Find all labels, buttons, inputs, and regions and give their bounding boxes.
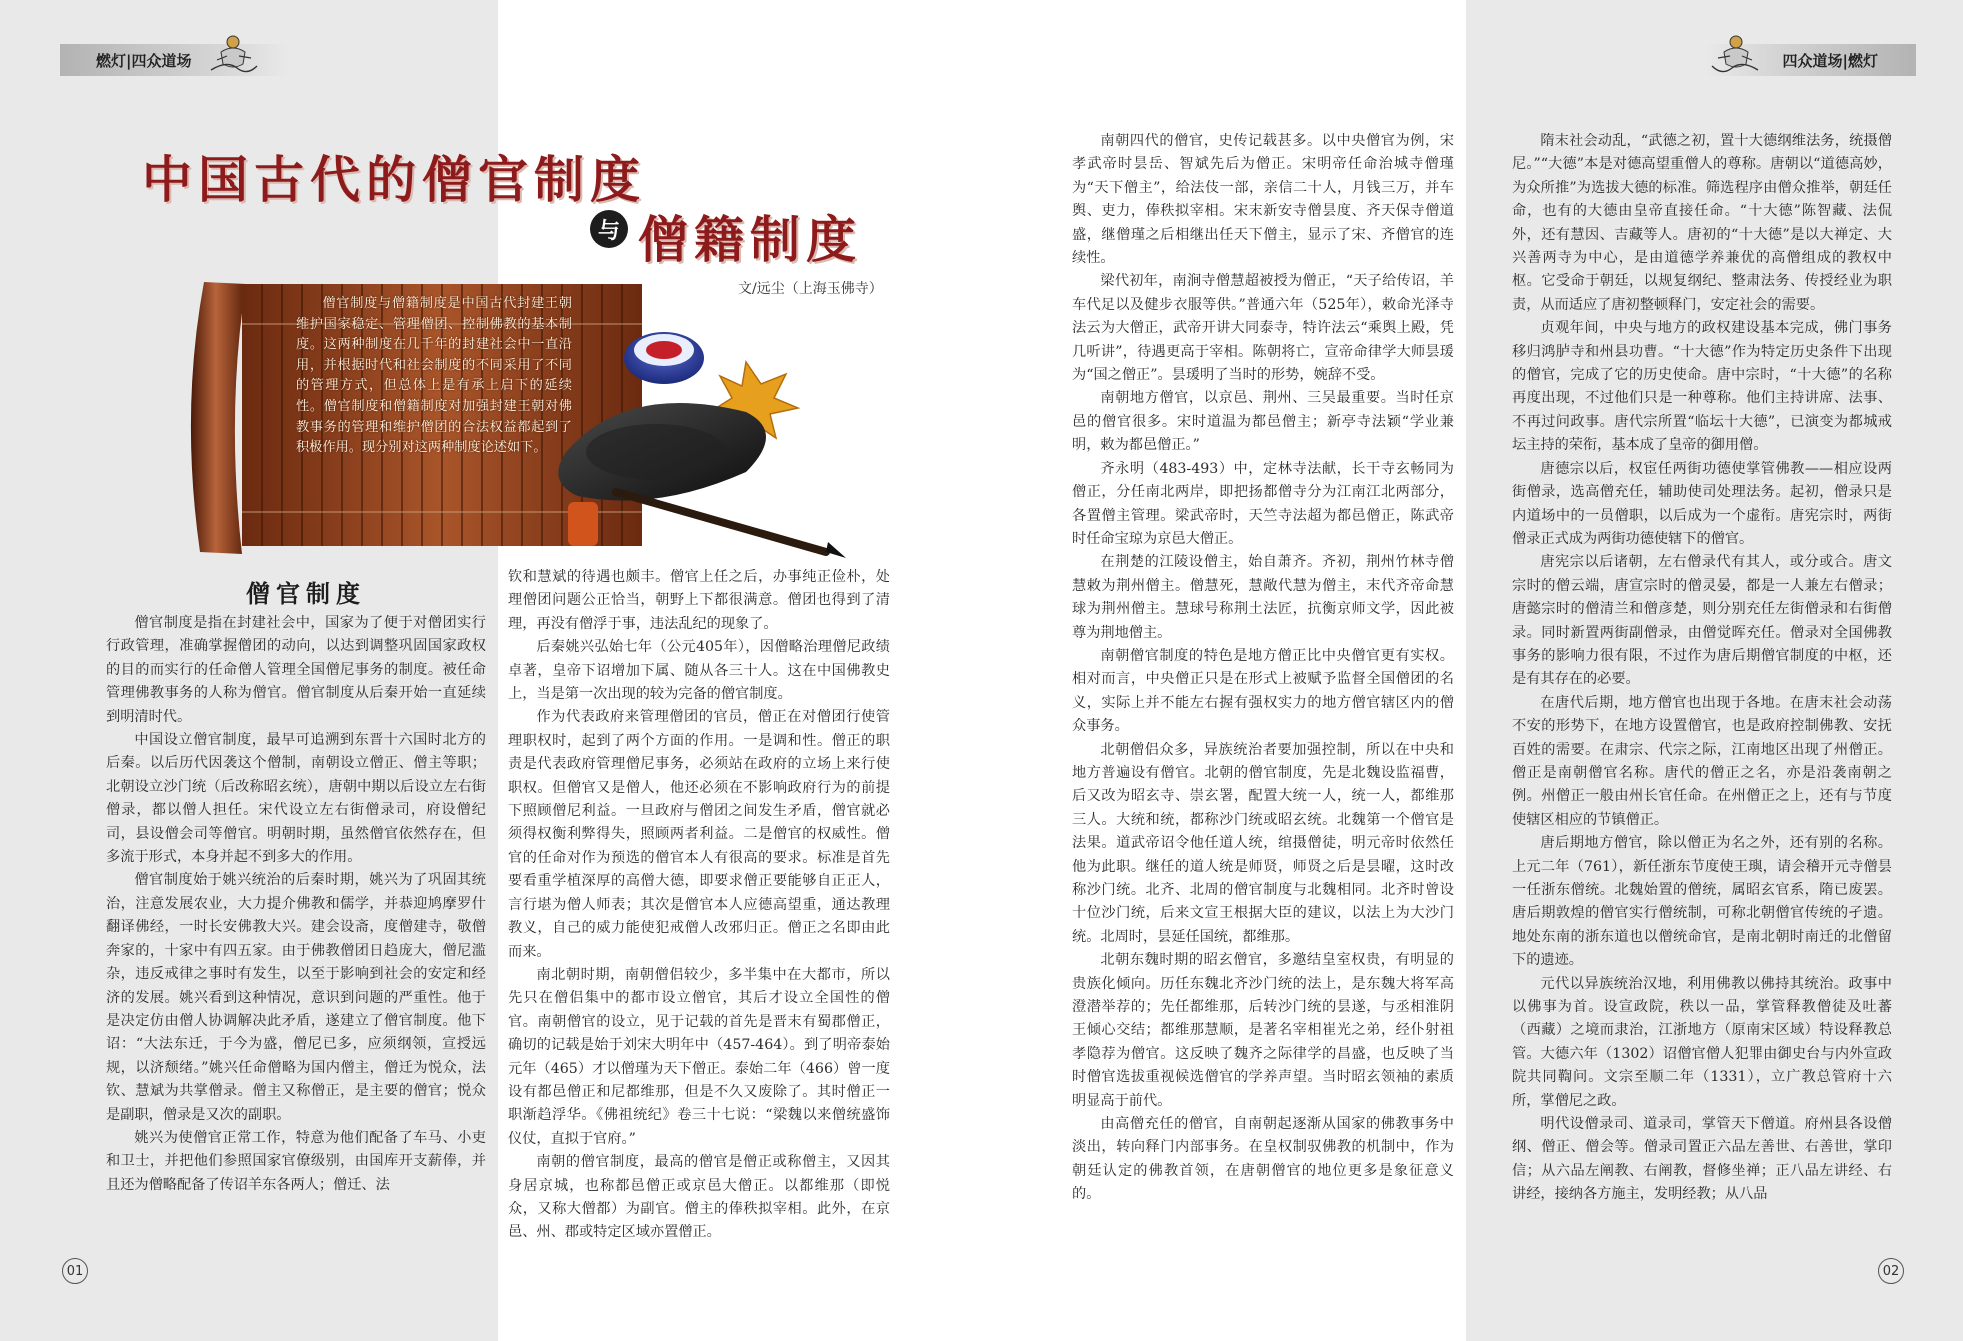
article-title-line1: 中国古代的僧官制度 xyxy=(142,150,646,209)
left-header-label: 燃灯|四众道场 xyxy=(96,51,192,70)
body-paragraph: 贞观年间，中央与地方的政权建设基本完成，佛门事务移归鸿胪寺和州县功曹。“十大德”作为特定历史条件下出现的僧官，完成了它的历史使命。唐中宗时，“十大德”的名称再度出现，不过他们只是一种尊称。他们主持讲席、法事、不再过问政事。唐代宗所置“临坛十大德”，已演变为都城戒坛主持的荣衔，基本成了皇帝的御用僧。 xyxy=(1512,320,1892,454)
body-paragraph: 南朝四代的僧官，史传记载甚多。以中央僧官为例，宋孝武帝时昙岳、智斌先后为僧正。宋明帝任命治城寺僧瑾为“天下僧主”，给法伎一部，亲信二十人，月钱三万，并车舆、吏力，俸秩拟宰相。宋末新安寺僧昙度、齐天保寺僧道盛，继僧瑾之后相继出任天下僧主，显示了宋、齐僧官的连续性。 xyxy=(1072,133,1454,267)
body-paragraph: 南朝僧官制度的特色是地方僧正比中央僧官更有实权。相对而言，中央僧正只是在形式上被赋予监督全国僧团的名义，实际上并不能左右握有强权实力的地方僧官辖区内的僧众事务。 xyxy=(1072,647,1454,735)
body-paragraph: 唐德宗以后，权宦任两街功德使掌管佛教——相应设两街僧录，选高僧充任，辅助使司处理法务。起初，僧录只是内道场中的一员僧职，以后成为一个虚衔。唐宪宗时，两街僧录正式成为两街功德使辖下的僧官。 xyxy=(1512,460,1892,547)
body-paragraph: 由高僧充任的僧官，自南朝起逐渐从国家的佛教事务中淡出，转向释门内部事务。在皇权制驭佛教的机制中，作为朝廷认定的佛教首领，在唐朝僧官的地位更多是象征意义的。 xyxy=(1072,1116,1454,1203)
body-paragraph: 南朝地方僧官，以京邑、荆州、三吴最重要。当时任京邑的僧官很多。宋时道温为都邑僧主；新亭寺法颖“学业兼明，敕为都邑僧正。” xyxy=(1072,390,1454,454)
right-header-label: 四众道场|燃灯 xyxy=(1782,51,1878,70)
body-paragraph: 明代设僧录司、道录司，掌管天下僧道。府州县各设僧纲、僧正、僧会等。僧录司置正六品左善世、右善世，掌印信；从六品左阐教、右阐教，督修坐禅；正八品左讲经、右讲经，接纳各方施主，发明经教；从八品 xyxy=(1512,1116,1892,1203)
body-column-2 xyxy=(508,566,890,1245)
body-paragraph: 唐后期地方僧官，除以僧正为名之外，还有别的名称。上元二年（761），新任浙东节度使王璵，请会稽开元寺僧昙一任浙东僧统。北魏始置的僧统，属昭玄官系，隋已废罢。唐后期敦煌的僧官实行僧统制，可称北朝僧官传统的孑遗。地处东南的浙东道也以僧统命官，是南北朝时南迁的北僧留下的遗迹。 xyxy=(1512,835,1892,969)
body-paragraph: 隋末社会动乱，“武德之初，置十大德纲维法务，统摄僧尼。”“大德”本是对德高望重僧人的尊称。唐朝以“道德高妙，为众所推”为选拔大德的标准。筛选程序由僧众推举，朝廷任命，也有的大德由皇帝直接任命。“十大德”陈智藏、法侃外，还有慧因、吉藏等人。唐初的“十大德”是以大禅定、大兴善两寺为中心，是由道德学养兼优的高僧组成的教权中枢。它受命于朝廷，以规复纲纪、整肃法务、传授经业为职责，从而适应了唐初整顿释门，安定社会的需要。 xyxy=(1512,133,1892,313)
intro-text: 僧官制度与僧籍制度是中国古代封建王朝维护国家稳定、管理僧团、控制佛教的基本制度。这两种制度在几千年的封建社会中一直沿用，并根据时代和社会制度的不同采用了不同的管理方式，但总体上是有承上启下的延续性。僧官制度和僧籍制度对加强封建王朝对佛教事务的管理和维护僧团的合法权益都起到了积极作用。现分别对这两种制度论述如下。 xyxy=(296,296,572,456)
body-paragraph: 僧官制度是指在封建社会中，国家为了便于对僧团实行行政管理，准确掌握僧团的动向，以达到调整巩固国家政权的目的而实行的任命僧人管理全国僧尼事务的制度。被任命管理佛教事务的人称为僧官。僧官制度从后秦开始一直延续到明清时代。 xyxy=(106,615,486,725)
body-paragraph: 梁代初年，南涧寺僧慧超被授为僧正，“天子给传诏，羊车代足以及健步衣服等供。”普通六年（525年），敕命光泽寺法云为大僧正，武帝开讲大同泰寺，特许法云“乘舆上殿，凭几听讲”，待遇更高于宰相。陈朝将亡，宣帝命律学大师昙瑗为“国之僧正”。昙瑗明了当时的形势，婉辞不受。 xyxy=(1072,273,1454,384)
body-paragraph: 南北朝时期，南朝僧侣较少，多半集中在大都市，所以先只在僧侣集中的都市设立僧官，其后才设立全国性的僧官。南朝僧官的设立，见于记载的首先是晋末有蜀郡僧正，确切的记载是始于刘宋大明年中（457-464）。到了明帝泰始元年（465）才以僧瑾为天下僧正。泰始二年（466）曾一度设有都邑僧正和尼都维那，但是不久又废除了。其时僧正一职渐趋浮华。《佛祖统纪》卷三十七说：“梁魏以来僧统盛饰仪仗，直拟于官府。” xyxy=(508,966,890,1147)
body-paragraph: 姚兴为使僧官正常工作，特意为他们配备了车马、小吏和卫士，并把他们参照国家官僚级别，由国库开支薪俸，并且还为僧略配备了传诏羊东各两人；僧迁、法 xyxy=(106,1129,486,1193)
section-heading: 僧官制度 xyxy=(246,579,366,608)
body-paragraph: 僧官制度始于姚兴统治的后秦时期，姚兴为了巩固其统治，注意发展农业，大力提介佛教和儒学，并恭迎鸠摩罗什翻译佛经，一时长安佛教大兴。建会设斋，度僧建寺，敬僧奔家的，十家中有四五家。由于佛教僧团日趋庞大，僧尼滥杂，违反戒律之事时有发生，以至于影响到社会的安定和经济的发展。姚兴看到这种情况，意识到问题的严重性。他于是决定仿由僧人协调解决此矛盾，遂建立了僧官制度。他下诏：“大法东迁，于今为盛，僧尼已多，应须纲领，宣授远规，以济颓绪。”姚兴任命僧略为国内僧主，僧迁为悦众，法钦、慧斌为共掌僧录。僧主又称僧正，是主要的僧官；悦众是副职，僧录是又次的副职。 xyxy=(106,872,486,1123)
body-paragraph: 北朝东魏时期的昭玄僧官，多邀结皇室权贵，有明显的贵族化倾向。历任东魏北齐沙门统的法上，是东魏大将军高澄潜举荐的；先任都维那，后转沙门统的昙遂，与丞相淮阴王倾心交结；都维那慧顺，是著名宰相崔光之弟，经仆射祖孝隐荐为僧官。这反映了魏齐之际律学的昌盛，也反映了当时僧官选拔重视候选僧官的学养声望。当时昭玄领袖的素质明显高于前代。 xyxy=(1072,952,1454,1109)
body-paragraph: 南朝的僧官制度，最高的僧官是僧正或称僧主，又因其身居京城，也称都邑僧正或京邑大僧正。以都维那（即悦众，又称大僧都）为副官。僧主的俸秩拟宰相。此外，在京邑、州、郡或特定区域亦置僧正。 xyxy=(508,1154,890,1241)
body-paragraph: 齐永明（483-493）中，定林寺法献，长干寺玄畅同为僧正，分任南北两岸，即把扬都僧寺分为江南江北两部分，各置僧主管理。梁武帝时，天竺寺法超为都邑僧正，陈武帝时任命宝琼为京邑大僧正。 xyxy=(1072,460,1454,547)
body-column-1 xyxy=(106,612,486,1197)
body-paragraph: 在荆楚的江陵设僧主，始自萧齐。齐初，荆州竹林寺僧慧敕为荆州僧主。僧慧死，慧敞代慧为僧主，末代齐帝命慧球为荆州僧主。慧球号称荆土法匠，抗衡京师文学，因此被尊为荆地僧主。 xyxy=(1072,554,1454,641)
author-byline: 文/远尘（上海玉佛寺） xyxy=(738,281,883,297)
body-paragraph: 北朝僧侣众多，异族统治者要加强控制，所以在中央和地方普遍设有僧官。北朝的僧官制度，先是北魏设监福曹，后又改为昭玄寺、崇玄署，配置大统一人，统一人，都维那三人。大统和统，都称沙门统或昭玄统。北魏第一个僧官是法果。道武帝诏令他任道人统，绾摄僧徒，明元帝时依然任他为此职。继任的道人统是师贤，师贤之后是昙曜，这时改称沙门统。北齐、北周的僧官制度与北魏相同。北齐时曾设十位沙门统，后来文宣王根据大臣的建议，以法上为大沙门统。北周时，昙延任国统，都维那。 xyxy=(1072,741,1454,945)
body-paragraph: 后秦姚兴弘始七年（公元405年），因僧略治理僧尼政绩卓著，皇帝下诏增加下属、随从各三十人。这在中国佛教史上，当是第一次出现的较为完备的僧官制度。 xyxy=(508,639,890,703)
body-column-4 xyxy=(1512,130,1892,1207)
body-paragraph: 钦和慧斌的待遇也颇丰。僧官上任之后，办事纯正俭朴，处理僧团问题公正恰当，朝野上下都很满意。僧团也得到了清理，再没有僧浮于事，违法乱纪的现象了。 xyxy=(508,569,890,632)
flying-apsara-icon xyxy=(207,30,259,78)
body-paragraph: 作为代表政府来管理僧团的官员，僧正在对僧团行使管理职权时，起到了两个方面的作用。一是调和性。僧正的职责是代表政府管理僧尼事务，必须站在政府的立场上来行使职权。但僧官又是僧人，他还必须在不影响政府行为的前提下照顾僧尼利益。一旦政府与僧团之间发生矛盾，僧官就必须得权衡利弊得失，照顾两者利益。二是僧官的权威性。僧官的任命对作为预选的僧官本人有很高的要求。标准是首先要看重学植深厚的高僧大德，即要求僧正要能够自正正人，言行堪为僧人师表；其次是僧官本人应德高望重，通达教理教义，自己的威力能使犯戒僧人改邪归正。僧正之名即由此而来。 xyxy=(508,709,890,960)
body-column-3 xyxy=(1072,130,1454,1207)
body-paragraph: 唐宪宗以后诸朝，左右僧录代有其人，或分或合。唐文宗时的僧云端，唐宣宗时的僧灵晏，都是一人兼左右僧录；唐懿宗时的僧清兰和僧彦楚，则分别充任左街僧录和右街僧录。同时新置两街副僧录，由僧觉晖充任。僧录对全国佛教事务的影响力很有限，不过作为唐后期僧官制度的中枢，还是有其存在的必要。 xyxy=(1512,554,1892,688)
body-paragraph: 在唐代后期，地方僧官也出现于各地。在唐末社会动荡不安的形势下，在地方设置僧官，也是政府控制佛教、安抚百姓的需要。在肃宗、代宗之际，江南地区出现了州僧正。僧正是南朝僧官名称。唐代的僧正之名，亦是沿袭南朝之例。州僧正一般由州长官任命。在州僧正之上，还有与节度使辖区相应的节镇僧正。 xyxy=(1512,694,1892,828)
flying-apsara-icon xyxy=(1710,30,1762,78)
body-paragraph: 中国设立僧官制度，最早可追溯到东晋十六国时北方的后秦。以后历代因袭这个僧制，南朝设立僧正、僧主等职；北朝设立沙门统（后改称昭玄统），唐朝中期以后设立左右街僧录，都以僧人担任。宋代设立左右街僧录司，府设僧纪司，县设僧会司等僧官。明朝时期，虽然僧官依然存在，但多流于形式，本身并起不到多大的作用。 xyxy=(106,732,486,866)
article-title-line2: 僧籍制度 xyxy=(638,210,862,269)
body-paragraph: 元代以异族统治汉地，利用佛教以佛持其统治。政事中以佛事为首。设宣政院，秩以一品，掌管释教僧徒及吐蕃（西藏）之境而隶治，江浙地方（原南宋区域）特设释教总管。大德六年（1302）诏僧官僧人犯罪由御史台与内外宣政院共同鞫问。文宗至顺二年（1331），立广教总管府十六所，掌僧尼之政。 xyxy=(1512,975,1892,1109)
title-connector-badge: 与 xyxy=(590,210,628,248)
page-number-right: 02 xyxy=(1878,1258,1904,1284)
page-number-left: 01 xyxy=(62,1258,88,1284)
